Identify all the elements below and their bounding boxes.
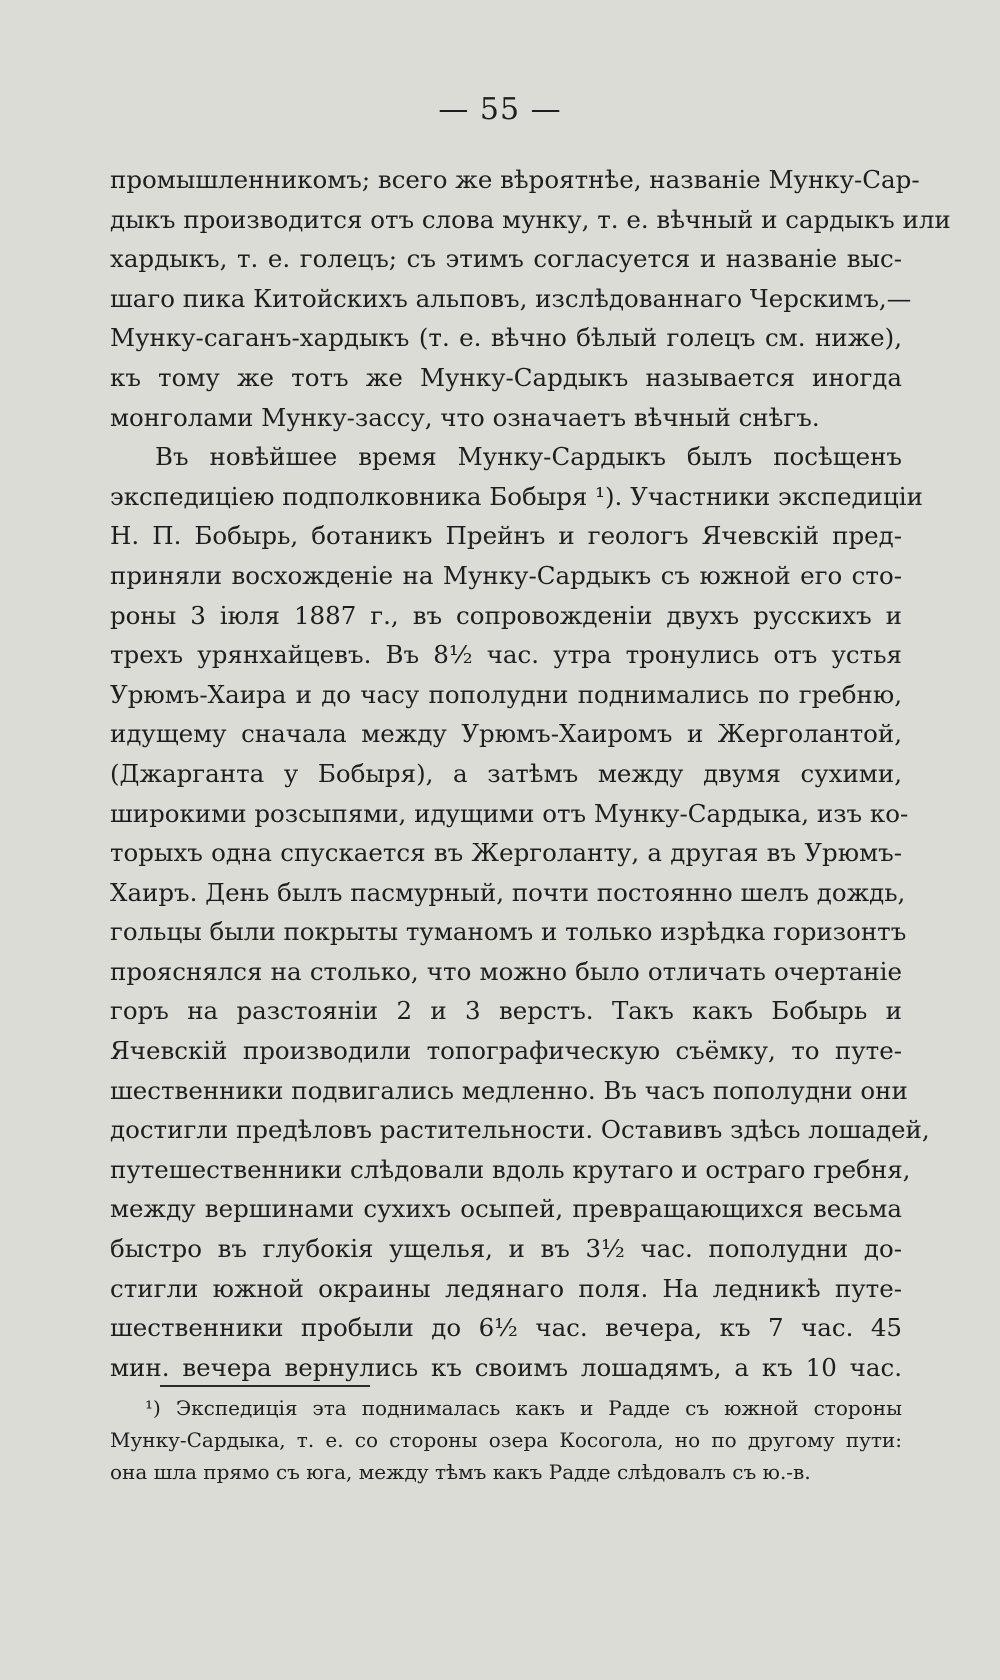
text-line: Мунку-саганъ-хардыкъ (т. е. вѣчно бѣлый голецъ см. ниже), <box>110 323 902 353</box>
text-line: быстро въ глубокія ущелья, и въ 3½ час. пополудни до- <box>110 1234 902 1264</box>
page-number: — 55 — <box>438 92 562 127</box>
text-line: Ячевскій производили топографическую съёмку, то путе- <box>110 1036 902 1066</box>
text-line: прояснялся на столько, что можно было отличать очертаніе <box>110 956 902 986</box>
main-text <box>110 160 951 1387</box>
text-line: торыхъ одна спускается въ Жерголанту, а другая въ Урюмъ- <box>110 838 902 868</box>
text-line: монголами Мунку-зассу, что означаетъ вѣчный снѣгъ. <box>110 402 820 432</box>
text-line: къ тому же тотъ же Мунку-Сардыкъ называется иногда <box>110 362 902 392</box>
text-line: Урюмъ-Хаира и до часу пополудни поднимались по гребню, <box>110 679 902 709</box>
text-line: путешественники слѣдовали вдоль крутаго и остраго гребня, <box>110 1154 911 1184</box>
text-line: шественники подвигались медленно. Въ часъ пополудни они <box>110 1075 908 1105</box>
footnote-line: ¹) Экспедиція эта поднималась какъ и Радде съ южной стороны <box>145 1396 902 1420</box>
text-line: между вершинами сухихъ осыпей, превращающихся весьма <box>110 1194 902 1224</box>
text-line: широкими розсыпями, идущими отъ Мунку-Сардыка, изъ ко- <box>110 798 909 828</box>
text-line: гольцы были покрыты туманомъ и только изрѣдка горизонтъ <box>110 917 907 947</box>
text-line: хардыкъ, т. е. голецъ; съ этимъ согласуется и названіе выс- <box>110 244 902 274</box>
text-line: горъ на разстояніи 2 и 3 верстъ. Такъ какъ Бобырь и <box>110 996 902 1026</box>
text-line: приняли восхожденіе на Мунку-Сардыкъ съ южной его сто- <box>110 560 902 590</box>
text-line: достигли предѣловъ растительности. Оставивъ здѣсь лошадей, <box>110 1115 930 1145</box>
footnote-line: она шла прямо съ юга, между тѣмъ какъ Радде слѣдовалъ съ ю.-в. <box>110 1460 811 1484</box>
footnote <box>110 1392 902 1488</box>
text-line: экспедиціею подполковника Бобыря ¹). Участники экспедиціи <box>110 481 923 511</box>
footnote-divider <box>160 1385 370 1387</box>
text-line: шаго пика Китойскихъ альповъ, изслѣдованнаго Черскимъ,— <box>110 283 912 313</box>
text-line: Хаиръ. День былъ пасмурный, почти постоянно шелъ дождь, <box>110 877 906 907</box>
text-line: идущему сначала между Урюмъ-Хаиромъ и Жерголантой, <box>110 719 902 749</box>
text-line: Н. П. Бобырь, ботаникъ Прейнъ и геологъ Ячевскій пред- <box>110 521 902 551</box>
footnote-line: Мунку-Сардыка, т. е. со стороны озера Косогола, но по другому пути: <box>110 1428 902 1452</box>
text-line: трехъ урянхайцевъ. Въ 8½ час. утра тронулись отъ устья <box>110 640 902 670</box>
text-line: дыкъ производится отъ слова мунку, т. е. вѣчный и сардыкъ или <box>110 204 951 234</box>
text-line: роны 3 іюля 1887 г., въ сопровожденіи двухъ русскихъ и <box>110 600 902 630</box>
text-line: Въ новѣйшее время Мунку-Сардыкъ былъ посѣщенъ <box>155 442 902 472</box>
text-line: (Джарганта у Бобыря), а затѣмъ между двумя сухими, <box>110 758 902 788</box>
text-line: мин. вечера вернулись къ своимъ лошадямъ, а къ 10 час. <box>110 1352 902 1382</box>
text-line: промышленникомъ; всего же вѣроятнѣе, названіе Мунку-Сар- <box>110 165 920 194</box>
text-line: стигли южной окраины ледянаго поля. На ледникѣ путе- <box>110 1273 902 1303</box>
text-line: шественники пробыли до 6½ час. вечера, къ 7 час. 45 <box>110 1313 902 1343</box>
